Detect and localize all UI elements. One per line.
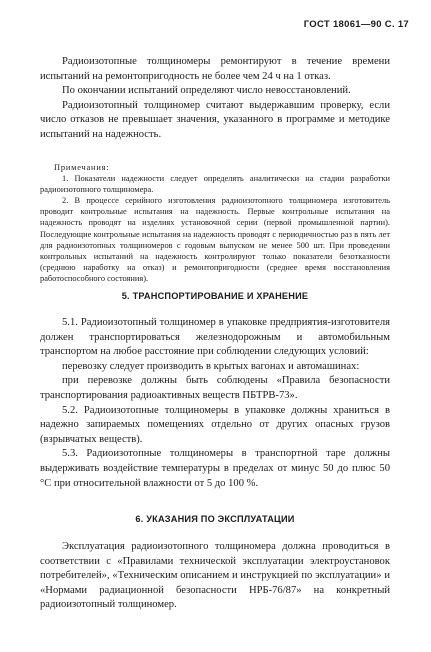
paragraph-5-1-rules: при перевозке должны быть соблюдены «Правила безопасности транспортирования радиоактивных веществ ПБТРВ-73». (40, 375, 390, 401)
section5-body (40, 316, 390, 491)
notes-title: Примечания: (54, 163, 110, 172)
page-header: ГОСТ 18061—90 С. 17 (303, 19, 409, 30)
paragraph-5-1-transport: перевозку следует производить в крытых вагонах и автомашинах: (62, 360, 360, 372)
section4-tail (40, 55, 390, 143)
note-item-1: 1. Показатели надежности следует определять аналитически на стадии разработки радиоизотопного толщиномера. (40, 174, 390, 195)
paragraph-5-1: 5.1. Радиоизотопный толщиномер в упаковке предприятия-изготовителя должен транспортироваться железнодорожным и автомобильным транспортом на любое расстояние при соблюдении следующих условий: (40, 317, 390, 358)
section6-body (40, 540, 390, 613)
section5-heading: 5. ТРАНСПОРТИРОВАНИЕ И ХРАНЕНИЕ (121, 291, 309, 301)
section6-heading: 6. УКАЗАНИЯ ПО ЭКСПЛУАТАЦИИ (135, 514, 295, 524)
note-item-2: 2. В процессе серийного изготовления радиоизотопного толщиномера изготовитель проводит контрольные испытания на надежность. Первые контрольные испытания на надежность проводят на изделиях установочной серии (первой промышленной партии). Последующие контрольные испытания на надежность проводят с периодичностью раз в пять лет для радиоизотопных толщиномеров с годовым выпуском не менее 500 шт. При проведении контрольных испытаний на надежность контролируют только показатели безотказности (среднюю наработку на отказ) и ремонтопригодности (среднее время восстановления работоспособного состояния). (40, 196, 390, 283)
paragraph-5-3: 5.3. Радиоизотопные толщиномеры в транспортной таре должны выдерживать воздействие температуры в пределах от минус 50 до плюс 50 °С при относительной влажности от 5 до 100 %. (40, 448, 390, 489)
paragraph-repair-time: Радиоизотопные толщиномеры ремонтируют в течение времени испытаний на ремонтопригодность не более чем 24 ч на 1 отказ. (40, 56, 390, 82)
paragraph-unrestored-count: По окончании испытаний определяют число невосстановлений. (62, 85, 351, 97)
paragraph-pass-criterion: Радиоизотопный толщиномер считают выдержавшим проверку, если число отказов не превышает значения, указанного в программе и методике испытаний на надежность. (40, 99, 390, 140)
paragraph-5-2: 5.2. Радиоизотопные толщиномеры в упаковке должны храниться в надежно запираемых помещениях отдельно от других опасных грузов (взрывчатых веществ). (40, 404, 390, 445)
paragraph-6-operation: Эксплуатация радиоизотопного толщиномера должна проводиться в соответствии с «Правилами технической эксплуатации электроустановок потребителей», «Техническим описанием и инструкцией по эксплуатации» и «Нормами радиационной безопасности НРБ-76/87» на конкретный радиоизотопный толщиномер. (40, 541, 390, 611)
notes-block (40, 162, 390, 284)
